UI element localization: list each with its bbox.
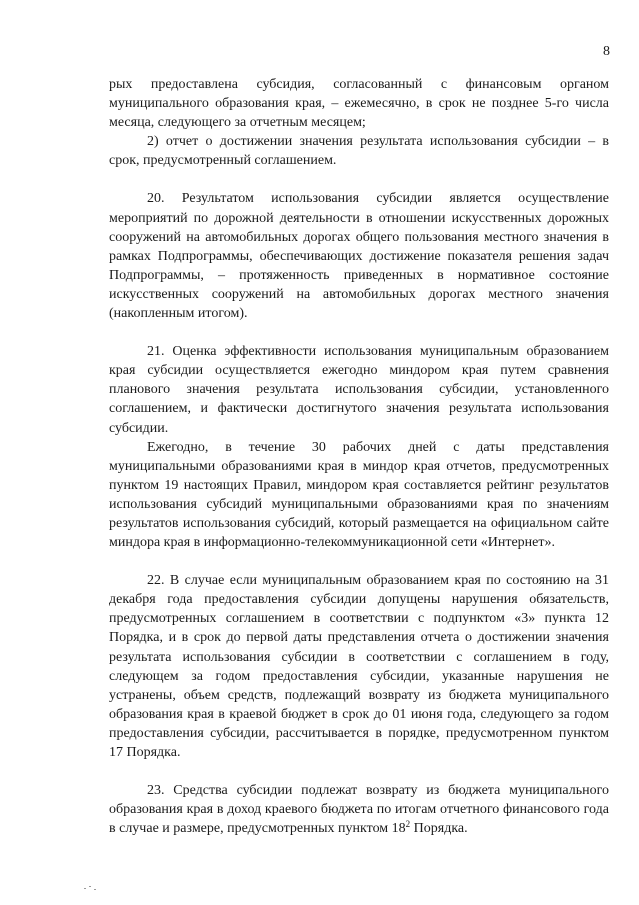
scan-artifact	[84, 886, 98, 890]
paragraph-spacer	[109, 762, 609, 781]
report-item-2: 2) отчет о достижении значения результата использования субсидии – в срок, предусмотренный соглашением.	[109, 134, 609, 169]
section-20-paragraph: 20. Результатом использования субсидии является осуществление мероприятий по дорожной деятельности в отношении искусственных дорожных сооружений на автомобильных дорогах общего пользования местного значения в рамках Подпрограммы, обеспечивающих достижение показателя решения задач Подпрограммы, – протяженность приведенных в нормативное состояние искусственных сооружений на автомобильных дорогах местного значения (накопленным итогом).	[109, 191, 609, 322]
document-body	[109, 75, 609, 838]
section-21-paragraph: 21. Оценка эффективности использования муниципальным образованием края субсидии осуществляется ежегодно миндором края путем сравнения планового значения результата использования субсидии, установленного соглашением, и фактически достигнутого значения результата использования субсидии.	[109, 344, 609, 436]
section-23-text: 23. Средства субсидии подлежат возврату из бюджета муниципального образования края в доход краевого бюджета по итогам отчетного финансового года в случае и размере, предусмотренных пунктом 18	[109, 783, 609, 837]
paragraph-spacer	[109, 552, 609, 571]
continuation-paragraph: рых предоставлена субсидия, согласованный с финансовым органом муниципального образования края, – ежемесячно, в срок не позднее 5-го числа месяца, следующего за отчетным месяцем;	[109, 77, 609, 131]
section-23-text-end: Порядка.	[410, 821, 468, 837]
section-21-rating-paragraph: Ежегодно, в течение 30 рабочих дней с даты представления муниципальными образованиями края в миндор края отчетов, предусмотренных пунктом 19 настоящих Правил, миндором края составляется рейтинг результатов использования субсидий муниципальными образованиями края по значениям результатов использования субсидий, который размещается на официальном сайте миндора края в информационно-телекоммуникационной сети «Интернет».	[109, 439, 609, 551]
paragraph-spacer	[109, 170, 609, 189]
section-23-superscript: 2	[405, 819, 411, 830]
paragraph-spacer	[109, 323, 609, 342]
section-22-paragraph: 22. В случае если муниципальным образованием края по состоянию на 31 декабря года предоставления субсидии допущены нарушения обязательств, предусмотренных соглашением в соответствии с подпунктом «3» пункта 12 Порядка, и в срок до первой даты представления отчета о достижении значения результата использования субсидии в соответствии с соглашением в году, следующем за годом предоставления субсидии, указанные нарушения не устранены, объем средств, подлежащий возврату из бюджета муниципального образования края в краевой бюджет в срок до 01 июня года, следующего за годом предоставления субсидии, рассчитывается в порядке, предусмотренном пунктом 17 Порядка.	[109, 573, 609, 760]
page-number: 8	[603, 44, 610, 59]
section-23-paragraph	[109, 781, 609, 838]
